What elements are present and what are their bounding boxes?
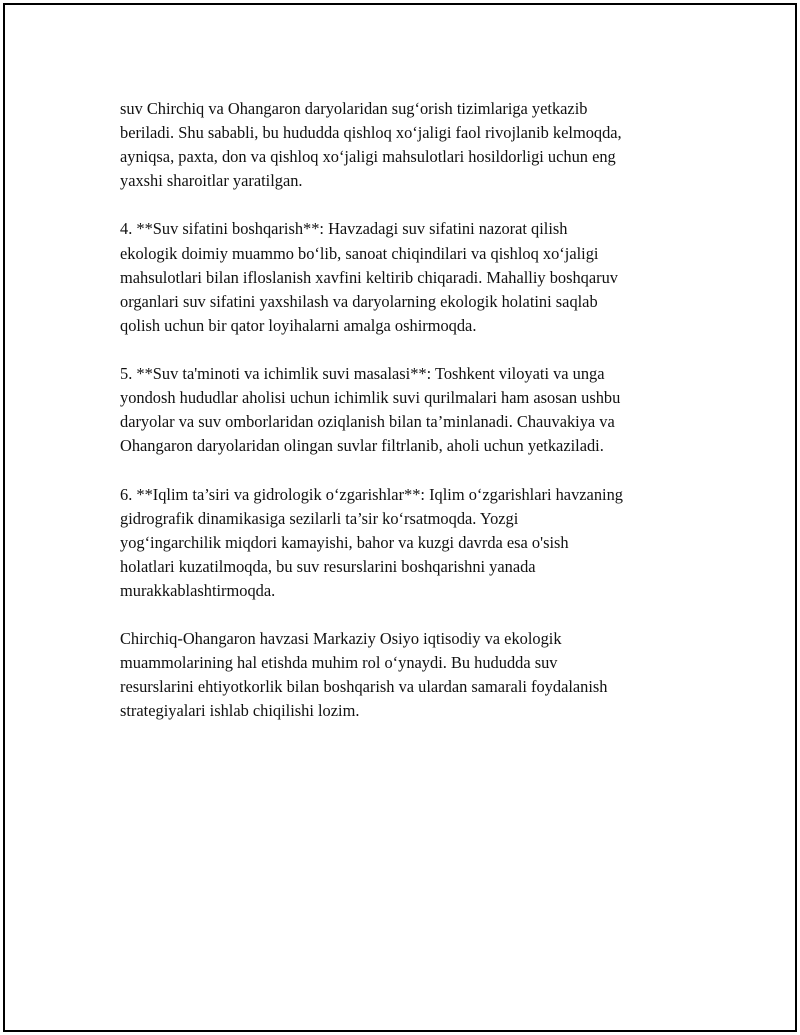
- text-line: yaxshi sharoitlar yaratilgan.: [120, 171, 303, 191]
- paragraph-conclusion: [120, 627, 700, 723]
- paragraph-climate: [120, 483, 700, 603]
- text-line: murakkablashtirmoqda.: [120, 580, 276, 600]
- text-line: yog‘ingarchilik miqdori kamayishi, bahor va kuzgi davrda esa o'sish: [120, 532, 569, 552]
- text-line: ekologik doimiy muammo bo‘lib, sanoat chiqindilari va qishloq xo‘jaligi: [120, 243, 599, 263]
- text-line: 6. **Iqlim ta’siri va gidrologik o‘zgarishlar**: Iqlim o‘zgarishlari havzaning: [120, 484, 623, 504]
- text-line: gidrografik dinamikasiga sezilarli ta’sir ko‘rsatmoqda. Yozgi: [120, 508, 519, 528]
- text-line: resurslarini ehtiyotkorlik bilan boshqarish va ulardan samarali foydalanish: [120, 677, 608, 697]
- text-line: qolish uchun bir qator loyihalarni amalga oshirmoqda.: [120, 315, 477, 335]
- text-line: daryolar va suv omborlaridan oziqlanish bilan ta’minlanadi. Chauvakiya va: [120, 412, 615, 432]
- text-line: muammolarining hal etishda muhim rol o‘ynaydi. Bu hududda suv: [120, 653, 558, 673]
- paragraph-drinking-water: [120, 362, 700, 458]
- text-line: 5. **Suv ta'minoti va ichimlik suvi masalasi**: Toshkent viloyati va unga: [120, 364, 605, 384]
- text-line: ayniqsa, paxta, don va qishloq xo‘jaligi mahsulotlari hosildorligi uchun eng: [120, 147, 616, 167]
- text-line: strategiyalari ishlab chiqilishi lozim.: [120, 701, 360, 721]
- text-line: 4. **Suv sifatini boshqarish**: Havzadagi suv sifatini nazorat qilish: [120, 219, 568, 239]
- text-line: holatlari kuzatilmoqda, bu suv resurslarini boshqarishni yanada: [120, 556, 536, 576]
- text-line: suv Chirchiq va Ohangaron daryolaridan sug‘orish tizimlariga yetkazib: [120, 99, 588, 118]
- text-line: organlari suv sifatini yaxshilash va daryolarning ekologik holatini saqlab: [120, 291, 598, 311]
- paragraph-water-quality: [120, 217, 700, 337]
- text-line: mahsulotlari bilan ifloslanish xavfini keltirib chiqaradi. Mahalliy boshqaruv: [120, 267, 618, 287]
- document-body: [120, 97, 700, 748]
- text-line: yondosh hududlar aholisi uchun ichimlik suvi qurilmalari ham asosan ushbu: [120, 388, 621, 408]
- text-line: Ohangaron daryolaridan olingan suvlar filtrlanib, aholi uchun yetkaziladi.: [120, 436, 604, 456]
- document-page: [3, 3, 797, 1032]
- text-line: Chirchiq-Ohangaron havzasi Markaziy Osiyo iqtisodiy va ekologik: [120, 629, 562, 649]
- text-line: beriladi. Shu sababli, bu hududda qishloq xo‘jaligi faol rivojlanib kelmoqda,: [120, 123, 622, 143]
- paragraph-irrigation: [120, 97, 700, 193]
